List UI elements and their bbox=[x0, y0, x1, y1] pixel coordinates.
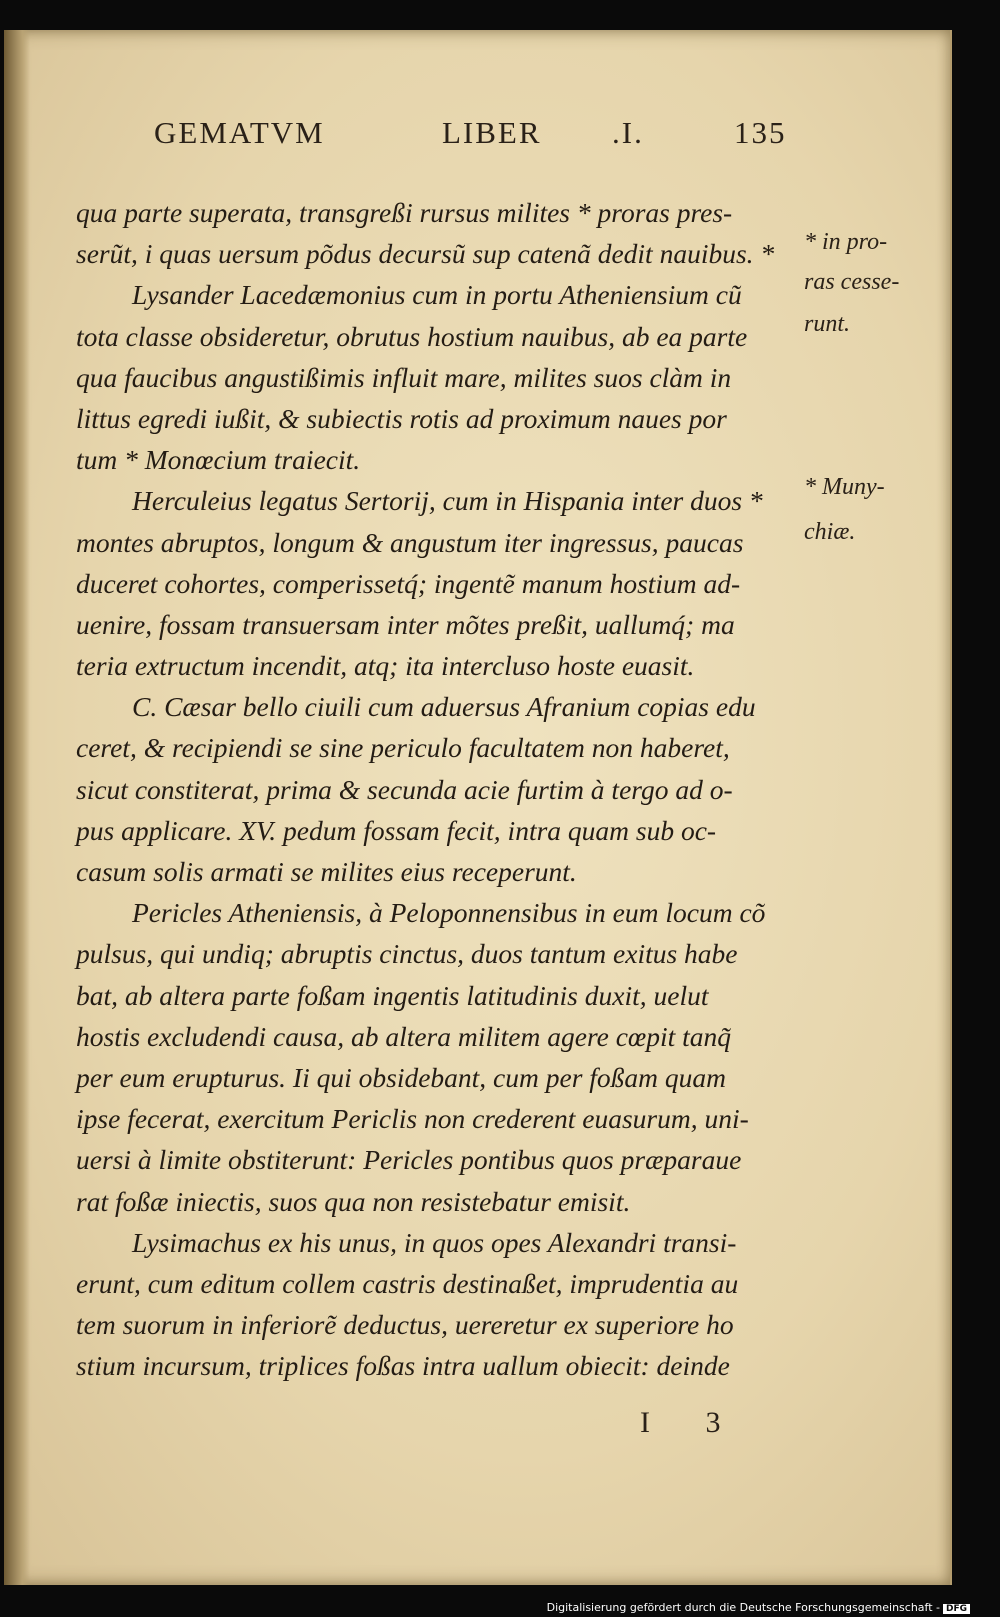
margin-note: chiæ. bbox=[804, 519, 856, 545]
text-line: Herculeius legatus Sertorij, cum in Hispania inter duos * bbox=[132, 485, 763, 517]
page-gutter-shadow bbox=[4, 30, 30, 1585]
dfg-logo: DFG bbox=[943, 1604, 970, 1614]
running-head-book: LIBER bbox=[442, 115, 542, 150]
running-head-title: GEMATVM bbox=[154, 115, 325, 150]
margin-note: * Muny- bbox=[804, 474, 885, 500]
text-line: casum solis armati se milites eius receperunt. bbox=[76, 856, 577, 887]
text-line: hostis excludendi causa, ab altera militem agere cœpit tanq̃ bbox=[76, 1020, 732, 1052]
text-line: rat foßæ iniectis, suos qua non resistebatur emisit. bbox=[76, 1185, 631, 1217]
book-page bbox=[4, 30, 952, 1585]
running-head-number: .I. bbox=[612, 115, 644, 150]
credit-text: Digitalisierung gefördert durch die Deutsche Forschungsgemeinschaft - bbox=[546, 1601, 940, 1614]
text-line: Lysander Lacedæmonius cum in portu Atheniensium cũ bbox=[132, 279, 742, 311]
text-line: stium incursum, triplices foßas intra uallum obiecit: deinde bbox=[76, 1350, 730, 1382]
text-line: erunt, cum editum collem castris destinaßet, imprudentia au bbox=[76, 1267, 739, 1299]
text-line: duceret cohortes, comperissetq́; ingentẽ manum hostium ad- bbox=[76, 567, 741, 599]
text-line: per eum erupturus. Ii qui obsidebant, cum per foßam quam bbox=[76, 1061, 727, 1093]
text-line: ipse fecerat, exercitum Periclis non crederent euasurum, uni- bbox=[76, 1103, 749, 1135]
text-line: C. Cæsar bello ciuili cum aduersus Afranium copias edu bbox=[132, 691, 756, 723]
text-line: pulsus, qui undiq; abruptis cinctus, duos tantum exitus habe bbox=[76, 938, 738, 970]
margin-note: runt. bbox=[804, 311, 851, 337]
text-line: littus egredi iußit, & subiectis rotis ad proximum naues por bbox=[76, 402, 727, 434]
folio-number: 135 bbox=[734, 115, 787, 150]
main-text-block bbox=[76, 192, 796, 1386]
footer-bar bbox=[0, 1595, 1000, 1617]
text-line: serũt, i quas uersum põdus decursũ sup catenã dedit nauibus. * bbox=[76, 238, 775, 270]
text-line: uersi à limite obstiterunt: Pericles pontibus quos præparaue bbox=[76, 1144, 742, 1176]
margin-note: * in pro- bbox=[804, 229, 888, 255]
text-line: sicut constiterat, prima & secunda acie furtim à tergo ad o- bbox=[76, 773, 733, 805]
text-line: teria extructum incendit, atq; ita intercluso hoste euasit. bbox=[76, 650, 695, 682]
text-line: qua parte superata, transgreßi rursus milites * proras pres- bbox=[76, 197, 733, 228]
text-line: tum * Monœcium traiecit. bbox=[76, 444, 361, 476]
signature-mark: I 3 bbox=[640, 1406, 745, 1439]
text-line: montes abruptos, longum & angustum iter ingressus, paucas bbox=[76, 526, 744, 558]
text-line: Pericles Atheniensis, à Peloponnensibus in eum locum cõ bbox=[132, 897, 766, 929]
text-line: ceret, & recipiendi se sine periculo facultatem non haberet, bbox=[76, 732, 730, 764]
digitization-credit bbox=[547, 1601, 970, 1614]
text-line: qua faucibus angustißimis influit mare, milites suos clàm in bbox=[76, 361, 732, 393]
text-line: uenire, fossam transuersam inter mõtes preßit, uallumq́; ma bbox=[76, 608, 735, 640]
running-head bbox=[154, 115, 794, 165]
text-line: Lysimachus ex his unus, in quos opes Alexandri transi- bbox=[132, 1226, 737, 1258]
margin-note: ras cesse- bbox=[804, 269, 900, 295]
text-line: bat, ab altera parte foßam ingentis latitudinis duxit, uelut bbox=[76, 979, 709, 1011]
text-line: tota classe obsideretur, obrutus hostium nauibus, ab ea parte bbox=[76, 320, 748, 352]
text-line: pus applicare. XV. pedum fossam fecit, intra quam sub oc- bbox=[76, 814, 717, 846]
text-line: tem suorum in inferiorẽ deductus, uereretur ex superiore ho bbox=[76, 1309, 734, 1341]
